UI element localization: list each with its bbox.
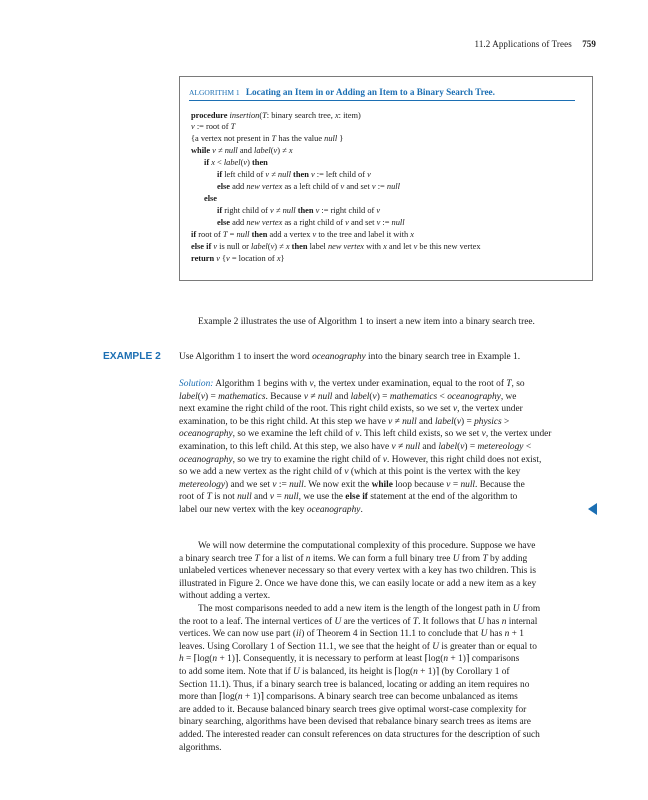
intro-line: Example 2 illustrates the use of Algorithm 1 to insert a new item into a binary search tree. — [198, 317, 535, 327]
section-title: 11.2 Applications of Trees — [474, 39, 572, 49]
solution-line: label our new vertex with the key oceanography. — [179, 504, 363, 515]
body-line: unlabeled vertices whenever necessary so that every vertex with a key has two children. This is — [179, 566, 536, 577]
solution-line: label(v) = mathematics. Because v ≠ null and label(v) = mathematics < oceanography, we — [179, 391, 517, 402]
algorithm-rule — [189, 100, 575, 101]
code-line: while v ≠ null and label(v) ≠ x — [191, 146, 293, 155]
solution-line: Solution: Algorithm 1 begins with v, the vertex under examination, equal to the root of T, so — [179, 379, 525, 389]
body-line: Section 11.1). Thus, if a binary search tree is balanced, locating or adding an item requires no — [179, 679, 530, 690]
body-line: binary searching, algorithms have been devised that rebalance binary search trees as items are — [179, 717, 531, 728]
body-line: a binary search tree T for a list of n items. We can form a full binary tree U from T by adding — [179, 553, 528, 564]
body-line: more than ⌈log(n + 1)⌉ comparisons. A binary search tree can become unbalanced as items — [179, 692, 518, 703]
body-line: vertices. We can now use part (ii) of Theorem 4 in Section 11.1 to conclude that U has n + 1 — [179, 629, 524, 640]
solution-line: so we add a new vertex as the right child of v (which at this point is the vertex with the key — [179, 467, 521, 478]
code-line: if right child of v ≠ null then v := right child of v — [217, 206, 381, 215]
code-line: if x < label(v) then — [204, 158, 268, 167]
code-line: else add new vertex as a right child of v and set v := null — [217, 218, 405, 227]
body-line: without adding a vertex. — [179, 591, 271, 602]
solution-line: oceanography, so we examine the left child of v. This left child exists, so we set v, the vertex under — [179, 429, 552, 440]
body-paragraphs — [179, 540, 597, 754]
intro-paragraph — [198, 316, 596, 329]
solution-line: examination, to be this right child. At this step we have v ≠ null and label(v) = physics > — [179, 416, 510, 427]
body-line: added. The interested reader can consult references on data structures for the description of such — [179, 729, 540, 740]
solution-line: next examine the right child of the root. This right child exists, so we set v, the vertex under — [179, 404, 523, 415]
body-line: h = ⌈log(n + 1)⌉. Consequently, it is necessary to perform at least ⌈log(n + 1)⌉ comparisons — [179, 654, 520, 665]
body-line: leaves. Using Corollary 1 of Section 11.1, we see that the height of U is greater than or equal to — [179, 641, 537, 652]
example-label: EXAMPLE 2 — [103, 351, 161, 362]
algorithm-title — [189, 87, 495, 97]
code-line: else add new vertex as a left child of v and set v := null — [217, 182, 400, 191]
code-line: else — [204, 194, 218, 203]
code-line: v := root of T — [191, 122, 236, 131]
body-line: the root to a leaf. The internal vertices of U are the vertices of T. It follows that U has n internal — [179, 616, 538, 627]
page-number: 759 — [582, 39, 596, 49]
solution-line: oceanography, so we try to examine the right child of v. However, this right child does not exist, — [179, 454, 542, 465]
solution-paragraph — [179, 378, 597, 517]
body-line: algorithms. — [179, 742, 222, 753]
algorithm-tag: ALGORITHM 1 — [189, 88, 240, 97]
code-line: procedure insertion(T: binary search tree, x: item) — [191, 111, 361, 120]
code-line: if left child of v ≠ null then v := left child of v — [217, 170, 371, 179]
body-line: illustrated in Figure 2. Once we have done this, we can easily locate or add a new item as a key — [179, 578, 537, 589]
code-line: {a vertex not present in T has the value null } — [191, 134, 344, 143]
example-statement — [179, 351, 593, 364]
code-line: if root of T = null then add a vertex v to the tree and label it with x — [191, 230, 414, 239]
body-line: The most comparisons needed to add a new item is the length of the longest path in U from — [198, 603, 541, 614]
solution-line: examination, to this left child. At this step, we also have v ≠ null and label(v) = metereology < — [179, 441, 532, 452]
solution-line: root of T is not null and v = null, we use the else if statement at the end of the algorithm to — [179, 492, 518, 503]
end-of-example-icon — [588, 503, 597, 515]
solution-line: metereology) and we set v := null. We now exit the while loop because v = null. Because the — [179, 479, 525, 490]
algorithm-box — [179, 76, 593, 281]
running-head — [475, 39, 596, 49]
algorithm-heading: Locating an Item in or Adding an Item to a Binary Search Tree. — [245, 87, 495, 97]
body-line: We will now determine the computational complexity of this procedure. Suppose we have — [198, 541, 536, 551]
body-line: to add some item. Note that if U is balanced, its height is ⌈log(n + 1)⌉ (by Corollary 1 of — [179, 666, 510, 677]
example-statement-line: Use Algorithm 1 to insert the word oceanography into the binary search tree in Example 1. — [179, 352, 521, 362]
body-line: are added to it. Because balanced binary search trees give optimal worst-case complexity for — [179, 704, 527, 715]
code-line: return v {v = location of x} — [191, 254, 285, 263]
code-line: else if v is null or label(v) ≠ x then label new vertex with x and let v be this new vertex — [191, 242, 481, 251]
